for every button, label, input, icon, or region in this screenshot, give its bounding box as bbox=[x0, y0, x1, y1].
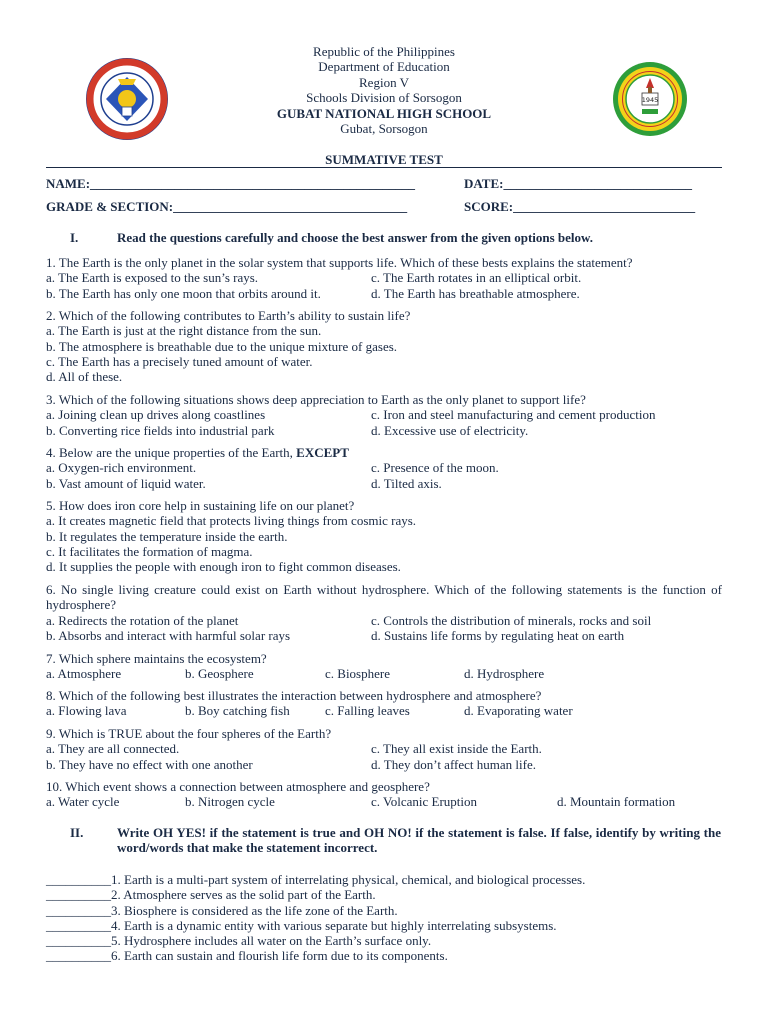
part1-number: I. bbox=[70, 230, 79, 245]
school-header bbox=[200, 44, 568, 136]
option-a: a. The Earth is exposed to the sun’s rays. bbox=[46, 270, 259, 286]
question-stem: 1. The Earth is the only planet in the solar system that supports life. Which of these bests explains the statement? bbox=[46, 255, 633, 270]
option-d: d. Tilted axis. bbox=[371, 475, 442, 491]
option-b: b. Boy catching fish bbox=[185, 703, 290, 719]
option-a: a. Oxygen-rich environment. bbox=[46, 460, 197, 476]
tf-item-6[interactable]: __________6. Earth can sustain and flourish life form due to its components. bbox=[46, 948, 448, 964]
option-b: b. It regulates the temperature inside the earth. bbox=[46, 528, 288, 544]
option-d: d. Excessive use of electricity. bbox=[371, 422, 529, 438]
grade-section-field[interactable]: GRADE & SECTION:____________________________________ bbox=[46, 199, 408, 214]
question-6 bbox=[46, 582, 722, 643]
question-stem: 4. Below are the unique properties of the Earth, EXCEPT bbox=[46, 445, 349, 460]
option-a: a. Redirects the rotation of the planet bbox=[46, 612, 239, 628]
option-b: b. Geosphere bbox=[185, 666, 254, 682]
true-false-list bbox=[46, 872, 585, 964]
tf-item-1[interactable]: __________1. Earth is a multi-part system of interrelating physical, chemical, and biological processes. bbox=[46, 872, 586, 887]
question-stem: 5. How does iron core help in sustaining life on our planet? bbox=[46, 498, 355, 513]
option-c: c. Presence of the moon. bbox=[371, 460, 499, 476]
option-a: a. Joining clean up drives along coastlines bbox=[46, 407, 266, 423]
question-stem: 10. Which event shows a connection between atmosphere and geosphere? bbox=[46, 779, 430, 794]
option-d: d. The Earth has breathable atmosphere. bbox=[371, 285, 580, 301]
deped-seal-logo bbox=[78, 57, 176, 141]
seal-year: 1945 bbox=[641, 96, 659, 104]
option-b: b. The Earth has only one moon that orbits around it. bbox=[46, 285, 321, 301]
question-stem: 6. No single living creature could exist on Earth without hydrosphere. Which of the following statements is the function of hydrosphere? bbox=[46, 582, 722, 613]
except-keyword: EXCEPT bbox=[296, 445, 349, 460]
test-title: SUMMATIVE TEST bbox=[325, 152, 443, 167]
option-b: b. They have no effect with one another bbox=[46, 756, 253, 772]
name-field[interactable]: NAME:__________________________________________________ bbox=[46, 176, 416, 191]
option-b: b. Converting rice fields into industrial park bbox=[46, 422, 275, 438]
option-a: a. They are all connected. bbox=[46, 741, 180, 757]
question-4 bbox=[46, 445, 722, 491]
question-stem: 2. Which of the following contributes to Earth’s ability to sustain life? bbox=[46, 308, 411, 323]
tf-item-2[interactable]: __________2. Atmosphere serves as the solid part of the Earth. bbox=[46, 887, 376, 903]
question-stem: 9. Which is TRUE about the four spheres of the Earth? bbox=[46, 726, 332, 741]
header-country: Republic of the Philippines bbox=[313, 44, 455, 59]
option-c: c. Controls the distribution of minerals, rocks and soil bbox=[371, 612, 652, 628]
gnhs-seal-logo bbox=[609, 60, 691, 138]
header-location: Gubat, Sorsogon bbox=[340, 121, 428, 137]
question-10 bbox=[46, 779, 722, 810]
option-d: d. Sustains life forms by regulating heat on earth bbox=[371, 627, 625, 643]
option-a: a. The Earth is just at the right distance from the sun. bbox=[46, 323, 322, 339]
option-c: c. They all exist inside the Earth. bbox=[371, 741, 542, 757]
option-a: a. It creates magnetic field that protects living things from cosmic rays. bbox=[46, 513, 417, 529]
option-b: b. Vast amount of liquid water. bbox=[46, 475, 206, 491]
option-a: a. Atmosphere bbox=[46, 666, 122, 682]
question-2 bbox=[46, 308, 722, 384]
option-b: b. Nitrogen cycle bbox=[185, 794, 275, 810]
question-9 bbox=[46, 726, 722, 772]
option-c: c. Volcanic Eruption bbox=[371, 794, 478, 810]
score-field[interactable]: SCORE:____________________________ bbox=[464, 199, 696, 214]
tf-item-4[interactable]: __________4. Earth is a dynamic entity with various separate but highly interrelating subsystems. bbox=[46, 917, 557, 933]
part2-number: II. bbox=[70, 825, 84, 840]
option-d: d. Evaporating water bbox=[464, 703, 573, 719]
question-3 bbox=[46, 392, 722, 438]
tf-item-3[interactable]: __________3. Biosphere is considered as the life zone of the Earth. bbox=[46, 902, 398, 918]
question-stem: 8. Which of the following best illustrates the interaction between hydrosphere and atmosphere? bbox=[46, 688, 542, 703]
option-d: d. It supplies the people with enough iron to fight common diseases. bbox=[46, 559, 401, 575]
question-5 bbox=[46, 498, 722, 574]
header-region: Region V bbox=[359, 74, 409, 90]
header-division: Schools Division of Sorsogon bbox=[306, 90, 462, 106]
option-d: d. Mountain formation bbox=[557, 794, 676, 810]
title-rule bbox=[46, 167, 722, 168]
option-b: b. The atmosphere is breathable due to the unique mixture of gases. bbox=[46, 338, 398, 354]
question-1 bbox=[46, 255, 722, 301]
question-stem: 7. Which sphere maintains the ecosystem? bbox=[46, 651, 267, 666]
option-c: c. Biosphere bbox=[325, 666, 390, 682]
option-b: b. Absorbs and interact with harmful solar rays bbox=[46, 627, 291, 643]
option-a: a. Flowing lava bbox=[46, 703, 127, 719]
part1-instructions: Read the questions carefully and choose the best answer from the given options below. bbox=[117, 230, 593, 245]
tf-item-5[interactable]: __________5. Hydrosphere includes all water on the Earth’s surface only. bbox=[46, 933, 432, 949]
question-7 bbox=[46, 651, 722, 682]
option-c: c. It facilitates the formation of magma. bbox=[46, 543, 253, 559]
option-d: d. All of these. bbox=[46, 369, 123, 385]
option-c: c. The Earth has a precisely tuned amount of water. bbox=[46, 353, 313, 369]
option-c: c. Falling leaves bbox=[325, 703, 410, 719]
option-c: c. Iron and steel manufacturing and cement production bbox=[371, 407, 656, 423]
option-d: d. Hydrosphere bbox=[464, 666, 545, 682]
header-department: Department of Education bbox=[318, 59, 450, 75]
option-c: c. The Earth rotates in an elliptical orbit. bbox=[371, 270, 582, 286]
question-8 bbox=[46, 688, 722, 719]
question-stem: 3. Which of the following situations shows deep appreciation to Earth as the only planet to support life? bbox=[46, 392, 586, 407]
header-school-name: GUBAT NATIONAL HIGH SCHOOL bbox=[276, 105, 492, 121]
date-field[interactable]: DATE:_____________________________ bbox=[464, 176, 692, 191]
option-d: d. They don’t affect human life. bbox=[371, 756, 536, 772]
part2-instructions: Write OH YES! if the statement is true and OH NO! if the statement is false. If false, identify by writing the word/words that make the statement incorrect. bbox=[117, 825, 721, 856]
option-a: a. Water cycle bbox=[46, 794, 120, 810]
